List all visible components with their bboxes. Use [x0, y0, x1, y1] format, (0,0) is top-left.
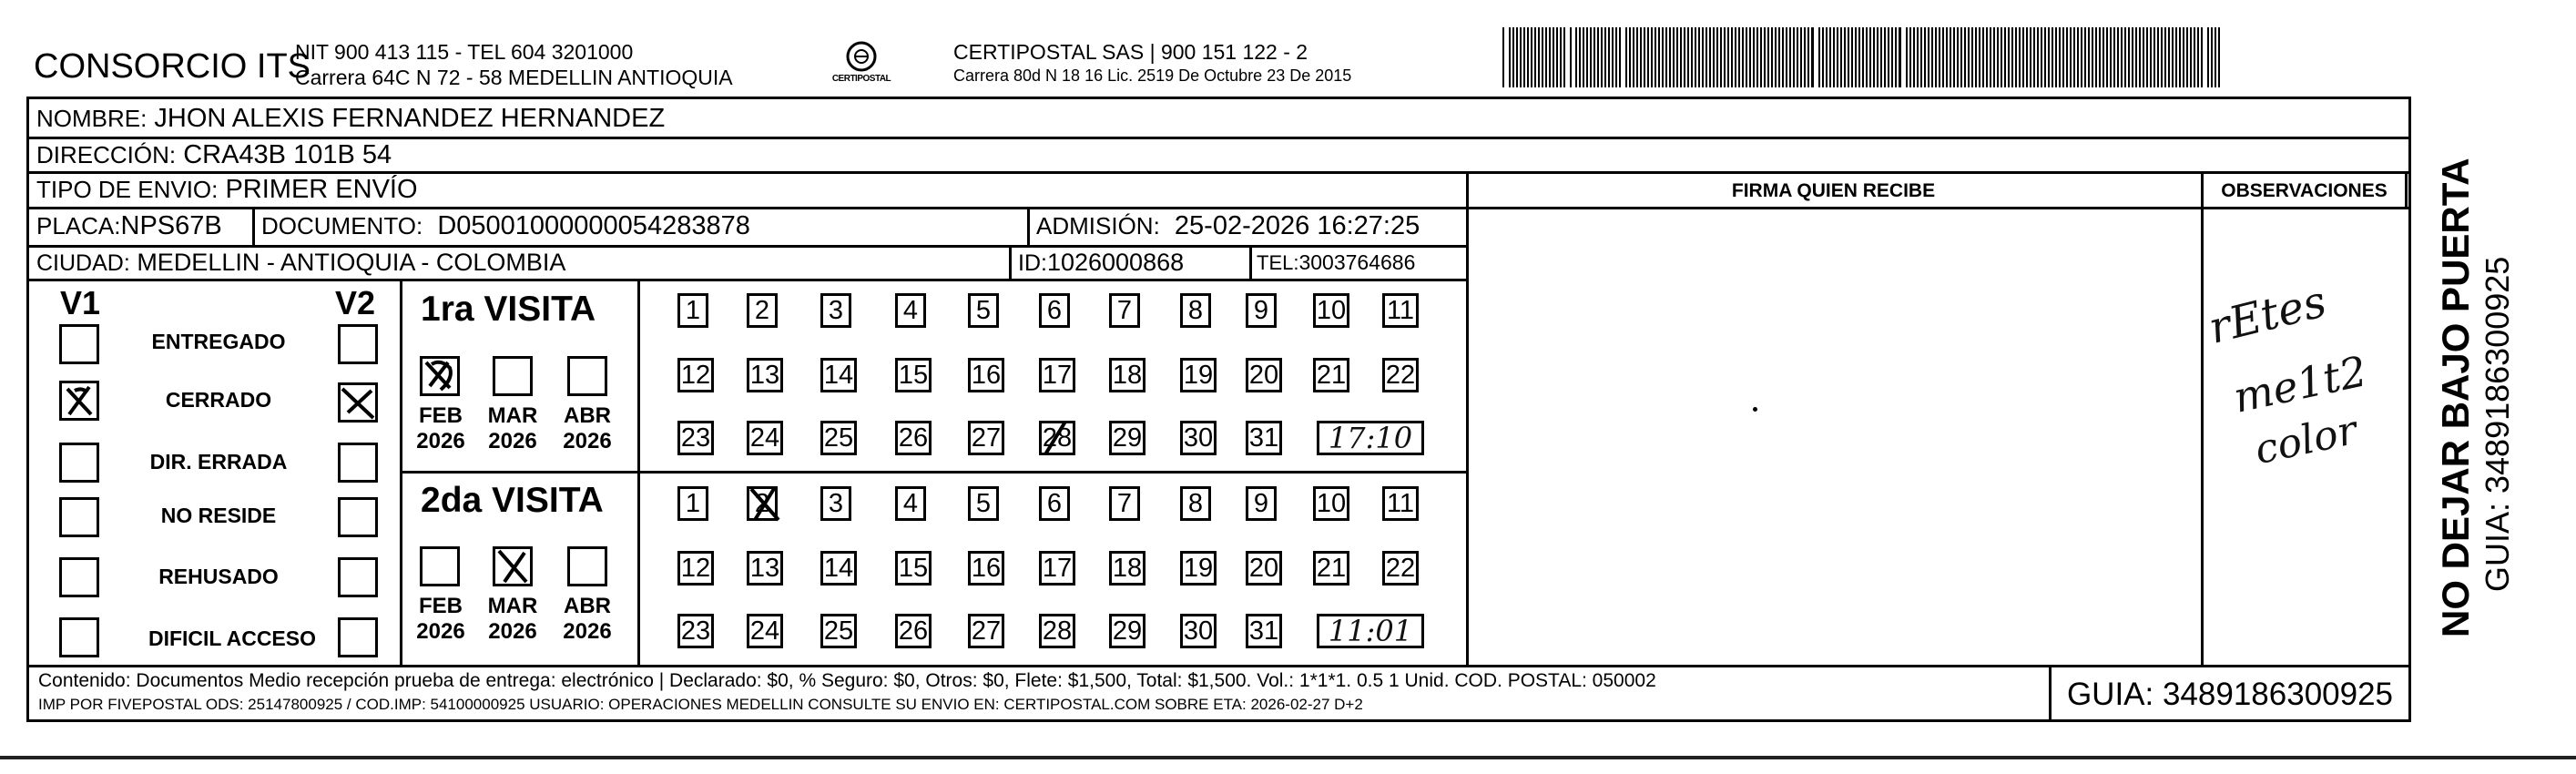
second-visit-day-18[interactable]: 18: [1109, 551, 1145, 586]
second-visit-day-17[interactable]: 17: [1039, 551, 1075, 586]
second-visit-day-29[interactable]: 29: [1109, 614, 1145, 648]
nombre-value: JHON ALEXIS FERNANDEZ HERNANDEZ: [154, 104, 666, 133]
first-visit-day-12[interactable]: 12: [677, 358, 714, 392]
id-label: ID:: [1018, 250, 1047, 276]
v1-no-reside-checkbox[interactable]: [59, 497, 99, 537]
second-visit-day-1[interactable]: 1: [677, 486, 708, 521]
check-mark-icon: [495, 549, 532, 586]
handwritten-note-line2: me1t2: [2229, 346, 2371, 423]
first-visit-day-22[interactable]: 22: [1382, 358, 1419, 392]
first-visit-day-14[interactable]: 14: [820, 358, 857, 392]
first-visit-time-box[interactable]: [1317, 421, 1424, 455]
second-month-feb-label: FEB 2026: [416, 594, 465, 644]
first-visit-day-7[interactable]: 7: [1109, 293, 1140, 328]
firma-label: FIRMA QUIEN RECIBE: [1731, 180, 1936, 201]
second-visit-day-22[interactable]: 22: [1382, 551, 1419, 586]
direccion-value: CRA43B 101B 54: [183, 140, 392, 169]
documento-value: D05001000000054283878: [437, 211, 750, 240]
first-month-feb-checkbox[interactable]: [420, 356, 460, 396]
first-visit-day-8[interactable]: 8: [1180, 293, 1211, 328]
first-visit-day-30[interactable]: 30: [1180, 421, 1217, 455]
handwritten-note-line3: color: [2250, 406, 2361, 474]
check-mark-icon: [423, 359, 459, 395]
placa-label: PLACA:: [36, 212, 121, 239]
second-visit-day-21[interactable]: 21: [1313, 551, 1349, 586]
v1-rehusado-checkbox[interactable]: [59, 557, 99, 597]
direccion-label: DIRECCIÓN:: [36, 141, 177, 168]
second-visit-day-3[interactable]: 3: [820, 486, 851, 521]
v1-entregado-checkbox[interactable]: [59, 324, 99, 364]
v2-rehusado-checkbox[interactable]: [338, 557, 378, 597]
id-row: [1018, 249, 1184, 277]
first-visit-day-2[interactable]: 2: [747, 293, 778, 328]
first-visit-day-25[interactable]: 25: [820, 421, 857, 455]
ciudad-row: [36, 249, 565, 277]
nombre-row: [36, 104, 665, 134]
logo-text: CERTIPOSTAL: [831, 74, 891, 84]
second-visit-day-13[interactable]: 13: [747, 551, 783, 586]
observaciones-label: OBSERVACIONES: [2221, 180, 2388, 201]
tipo-value: PRIMER ENVÍO: [225, 175, 418, 204]
first-visit-day-9[interactable]: 9: [1246, 293, 1277, 328]
footer-guia: GUIA: 3489186300925: [2066, 677, 2394, 712]
second-visit-day-24[interactable]: 24: [747, 614, 783, 648]
courier-name: CERTIPOSTAL SAS | 900 151 122 - 2: [953, 40, 1308, 64]
footer-content-line: Contenido: Documentos Medio recepción prueba de entrega: electrónico | Declarado: $0, % Seguro: $0, Otros: $0, Flete: $1,500, Total: $1,500. Vol.: 1*1*1. 0.5 1 Unid. COD. POSTAL: 050002: [38, 670, 1656, 691]
second-visit-day-8[interactable]: 8: [1180, 486, 1211, 521]
courier-address: Carrera 80d N 18 16 Lic. 2519 De Octubre 23 De 2015: [953, 66, 1352, 85]
direccion-row: [36, 140, 392, 170]
second-month-mar-label: MAR 2026: [487, 594, 538, 644]
first-month-abr-label: ABR 2026: [563, 403, 612, 453]
side-guia: GUIA: 3489186300925: [2479, 256, 2516, 592]
second-month-feb-checkbox[interactable]: [420, 546, 460, 586]
v2-no-reside-checkbox[interactable]: [338, 497, 378, 537]
status-dir-errada: DIR. ERRADA: [149, 450, 288, 474]
first-visit-day-21[interactable]: 21: [1313, 358, 1349, 392]
first-visit-day-11[interactable]: 11: [1382, 293, 1419, 328]
first-visit-day-13[interactable]: 13: [747, 358, 783, 392]
first-visit-day-3[interactable]: 3: [820, 293, 851, 328]
status-rehusado: REHUSADO: [158, 565, 279, 588]
check-mark-icon: [746, 484, 786, 524]
second-visit-day-5[interactable]: 5: [968, 486, 999, 521]
admision-value: 25-02-2026 16:27:25: [1174, 211, 1420, 240]
first-visit-day-19[interactable]: 19: [1180, 358, 1217, 392]
certipostal-logo: [831, 38, 891, 93]
tel-label: TEL:: [1257, 251, 1299, 274]
company-address: Carrera 64C N 72 - 58 MEDELLIN ANTIOQUIA: [295, 66, 733, 89]
first-visit-day-31[interactable]: 31: [1246, 421, 1282, 455]
first-visit-day-5[interactable]: 5: [968, 293, 999, 328]
second-visit-day-30[interactable]: 30: [1180, 614, 1217, 648]
second-month-abr-label: ABR 2026: [563, 594, 612, 644]
second-visit-day-14[interactable]: 14: [820, 551, 857, 586]
status-entregado: ENTREGADO: [151, 330, 286, 353]
ciudad-value: MEDELLIN - ANTIOQUIA - COLOMBIA: [137, 249, 566, 276]
first-visit-title: 1ra VISITA: [421, 290, 596, 329]
v2-dificil-acceso-checkbox[interactable]: [338, 617, 378, 657]
second-visit-day-4[interactable]: 4: [895, 486, 926, 521]
first-visit-day-20[interactable]: 20: [1246, 358, 1282, 392]
second-visit-day-2[interactable]: 2: [747, 486, 778, 521]
first-visit-time-value: 17:10: [1328, 421, 1413, 455]
first-visit-day-23[interactable]: 23: [677, 421, 714, 455]
v2-entregado-checkbox[interactable]: [338, 324, 378, 364]
second-visit-day-6[interactable]: 6: [1039, 486, 1070, 521]
first-visit-day-4[interactable]: 4: [895, 293, 926, 328]
v1-label: V1: [60, 284, 101, 321]
second-visit-day-26[interactable]: 26: [895, 614, 932, 648]
first-visit-day-6[interactable]: 6: [1039, 293, 1070, 328]
second-visit-title: 2da VISITA: [421, 481, 604, 520]
placa-row: [36, 211, 222, 241]
first-visit-day-16[interactable]: 16: [968, 358, 1004, 392]
tipo-label: TIPO DE ENVIO:: [36, 176, 219, 203]
second-visit-time-box[interactable]: [1317, 614, 1424, 648]
first-visit-day-27[interactable]: 27: [968, 421, 1004, 455]
first-visit-day-24[interactable]: 24: [747, 421, 783, 455]
second-visit-day-25[interactable]: 25: [820, 614, 857, 648]
status-no-reside: NO RESIDE: [160, 504, 277, 527]
side-warning: NO DEJAR BAJO PUERTA: [2434, 158, 2477, 637]
second-visit-day-7[interactable]: 7: [1109, 486, 1140, 521]
v1-dificil-acceso-checkbox[interactable]: [59, 617, 99, 657]
admision-row: [1036, 211, 1420, 241]
first-visit-day-15[interactable]: 15: [895, 358, 932, 392]
status-dificil-acceso: DIFICIL ACCESO: [148, 626, 316, 650]
second-visit-day-20[interactable]: 20: [1246, 551, 1282, 586]
first-visit-day-17[interactable]: 17: [1039, 358, 1075, 392]
v2-label: V2: [335, 284, 376, 321]
second-month-abr-checkbox[interactable]: [567, 546, 607, 586]
first-month-mar-checkbox[interactable]: [493, 356, 533, 396]
tel-row: [1257, 250, 1415, 275]
id-value: 1026000868: [1046, 249, 1185, 276]
second-visit-day-12[interactable]: 12: [677, 551, 714, 586]
check-mark-icon: [341, 385, 377, 422]
admision-label: ADMISIÓN:: [1036, 212, 1160, 239]
first-visit-day-26[interactable]: 26: [895, 421, 932, 455]
second-visit-day-15[interactable]: 15: [895, 551, 932, 586]
tipo-row: [36, 175, 418, 205]
v1-dir-errada-checkbox[interactable]: [59, 443, 99, 483]
second-visit-day-23[interactable]: 23: [677, 614, 714, 648]
ink-dot: [1753, 407, 1757, 412]
second-visit-day-28[interactable]: 28: [1039, 614, 1075, 648]
footer-print-line: IMP POR FIVEPOSTAL ODS: 25147800925 / COD.IMP: 54100000925 USUARIO: OPERACIONES MEDELLIN CONSULTE SU ENVIO EN: CERTIPOSTAL.COM SOBRE ETA: 2026-02-27 D+2: [38, 696, 1363, 713]
scan-edge: [0, 756, 2576, 759]
check-mark-icon: [1038, 418, 1078, 458]
first-visit-day-29[interactable]: 29: [1109, 421, 1145, 455]
second-visit-day-9[interactable]: 9: [1246, 486, 1277, 521]
company-name: CONSORCIO ITS: [34, 47, 311, 86]
placa-value: NPS67B: [120, 211, 222, 240]
first-visit-day-28[interactable]: 28: [1039, 421, 1075, 455]
documento-label: DOCUMENTO:: [261, 212, 423, 239]
tel-value: 3003764686: [1298, 250, 1416, 274]
check-mark-icon: [62, 383, 98, 420]
first-visit-day-18[interactable]: 18: [1109, 358, 1145, 392]
first-month-abr-checkbox[interactable]: [567, 356, 607, 396]
handwritten-note-line1: rEtes: [2204, 276, 2332, 354]
documento-row: [261, 211, 750, 241]
second-visit-time-value: 11:01: [1328, 614, 1413, 648]
v2-dir-errada-checkbox[interactable]: [338, 443, 378, 483]
second-month-mar-checkbox[interactable]: [493, 546, 533, 586]
v2-cerrado-checkbox[interactable]: [338, 382, 378, 423]
first-visit-day-10[interactable]: 10: [1313, 293, 1349, 328]
second-visit-day-10[interactable]: 10: [1313, 486, 1349, 521]
first-month-mar-label: MAR 2026: [487, 403, 538, 453]
first-month-feb-label: FEB 2026: [416, 403, 465, 453]
v1-cerrado-checkbox[interactable]: [59, 381, 99, 421]
second-visit-day-11[interactable]: 11: [1382, 486, 1419, 521]
status-cerrado: CERRADO: [165, 388, 272, 412]
company-nit-tel: NIT 900 413 115 - TEL 604 3201000: [295, 40, 634, 64]
second-visit-day-16[interactable]: 16: [968, 551, 1004, 586]
second-visit-day-19[interactable]: 19: [1180, 551, 1217, 586]
ciudad-label: CIUDAD:: [36, 250, 130, 276]
second-visit-day-27[interactable]: 27: [968, 614, 1004, 648]
nombre-label: NOMBRE:: [36, 105, 148, 132]
second-visit-day-31[interactable]: 31: [1246, 614, 1282, 648]
barcode: [1502, 27, 2227, 91]
first-visit-day-1[interactable]: 1: [677, 293, 708, 328]
